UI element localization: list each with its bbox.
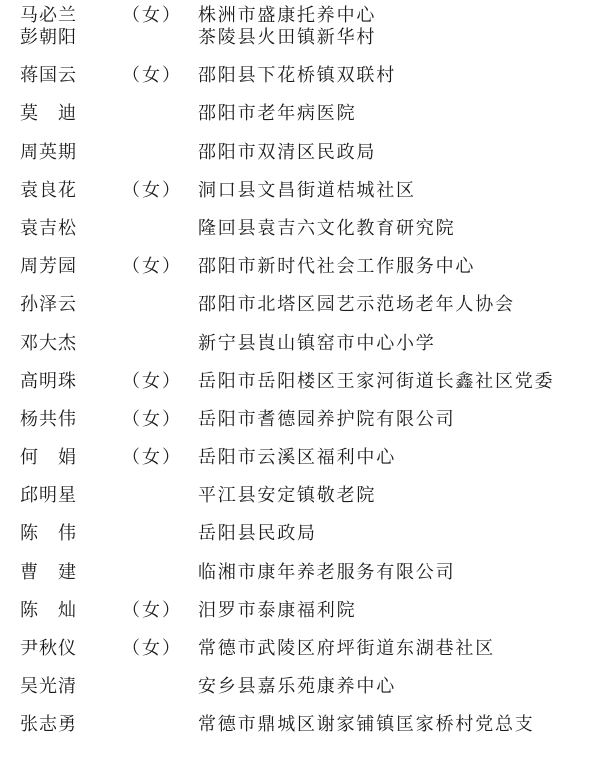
- list-item: [0, 251, 600, 289]
- person-name: 高明珠: [20, 370, 77, 392]
- list-item: [0, 328, 600, 366]
- organization: 岳阳县民政局: [198, 523, 317, 545]
- list-item: [0, 709, 600, 747]
- organization: 茶陵县火田镇新华村: [198, 27, 377, 48]
- list-item: [0, 442, 600, 480]
- organization: 邵阳市新时代社会工作服务中心: [198, 256, 476, 278]
- person-name: 孙泽云: [20, 294, 77, 316]
- person-name: 邓大杰: [20, 332, 77, 354]
- organization: 邵阳市北塔区园艺示范场老年人协会: [198, 294, 515, 316]
- organization: 安乡县嘉乐苑康养中心: [198, 676, 396, 698]
- person-name: 彭朝阳: [20, 27, 77, 48]
- person-name: 陈 伟: [20, 523, 77, 545]
- list-item: [0, 480, 600, 518]
- list-item: [0, 22, 600, 60]
- person-name: 何 娟: [20, 447, 77, 469]
- list-item: [0, 0, 600, 26]
- list-item: [0, 137, 600, 175]
- person-name: 张志勇: [20, 714, 77, 736]
- organization: 常德市鼎城区谢家铺镇匡家桥村党总支: [198, 714, 535, 736]
- person-name: 马必兰: [20, 5, 77, 26]
- gender-note: （女）: [122, 370, 182, 392]
- organization: 临湘市康年养老服务有限公司: [198, 561, 456, 583]
- gender-note: （女）: [122, 65, 182, 87]
- person-name: 莫 迪: [20, 103, 77, 125]
- list-item: [0, 289, 600, 327]
- person-name: 袁吉松: [20, 217, 77, 239]
- organization: 岳阳市岳阳楼区王家河街道长鑫社区党委: [198, 370, 555, 392]
- organization: 新宁县崀山镇窑市中心小学: [198, 332, 436, 354]
- list-item: [0, 175, 600, 213]
- organization: 常德市武陵区府坪街道东湖巷社区: [198, 638, 495, 659]
- person-name: 蒋国云: [20, 65, 77, 87]
- list-item: [0, 213, 600, 251]
- person-name: 周芳园: [20, 256, 77, 278]
- list-item: [0, 60, 600, 98]
- list-item: [0, 557, 600, 595]
- gender-note: （女）: [122, 408, 182, 430]
- list-item: [0, 595, 600, 633]
- gender-note: （女）: [122, 256, 182, 278]
- organization: 邵阳县下花桥镇双联村: [198, 65, 396, 87]
- list-item: [0, 404, 600, 442]
- person-name: 周英期: [20, 141, 77, 163]
- person-name: 邱明星: [20, 485, 77, 507]
- list-item: [0, 98, 600, 136]
- organization: 汨罗市泰康福利院: [198, 599, 357, 621]
- person-name: 杨共伟: [20, 408, 77, 430]
- gender-note: （女）: [122, 638, 182, 659]
- person-name: 陈 灿: [20, 599, 77, 621]
- gender-note: （女）: [122, 5, 182, 26]
- person-name: 尹秋仪: [20, 638, 77, 659]
- organization: 邵阳市老年病医院: [198, 103, 357, 125]
- person-name: 袁良花: [20, 179, 77, 201]
- organization: 岳阳市耆德园养护院有限公司: [198, 408, 456, 430]
- organization: 岳阳市云溪区福利中心: [198, 447, 396, 469]
- organization: 隆回县袁吉六文化教育研究院: [198, 217, 456, 239]
- gender-note: （女）: [122, 447, 182, 469]
- list-item: [0, 518, 600, 556]
- organization: 株洲市盛康托养中心: [198, 5, 377, 26]
- person-name: 吴光清: [20, 676, 77, 698]
- organization: 洞口县文昌街道桔城社区: [198, 179, 416, 201]
- person-name: 曹 建: [20, 561, 77, 583]
- gender-note: （女）: [122, 599, 182, 621]
- list-item: [0, 671, 600, 709]
- organization: 平江县安定镇敬老院: [198, 485, 377, 507]
- list-item: [0, 633, 600, 671]
- gender-note: （女）: [122, 179, 182, 201]
- organization: 邵阳市双清区民政局: [198, 141, 377, 163]
- list-item: [0, 366, 600, 404]
